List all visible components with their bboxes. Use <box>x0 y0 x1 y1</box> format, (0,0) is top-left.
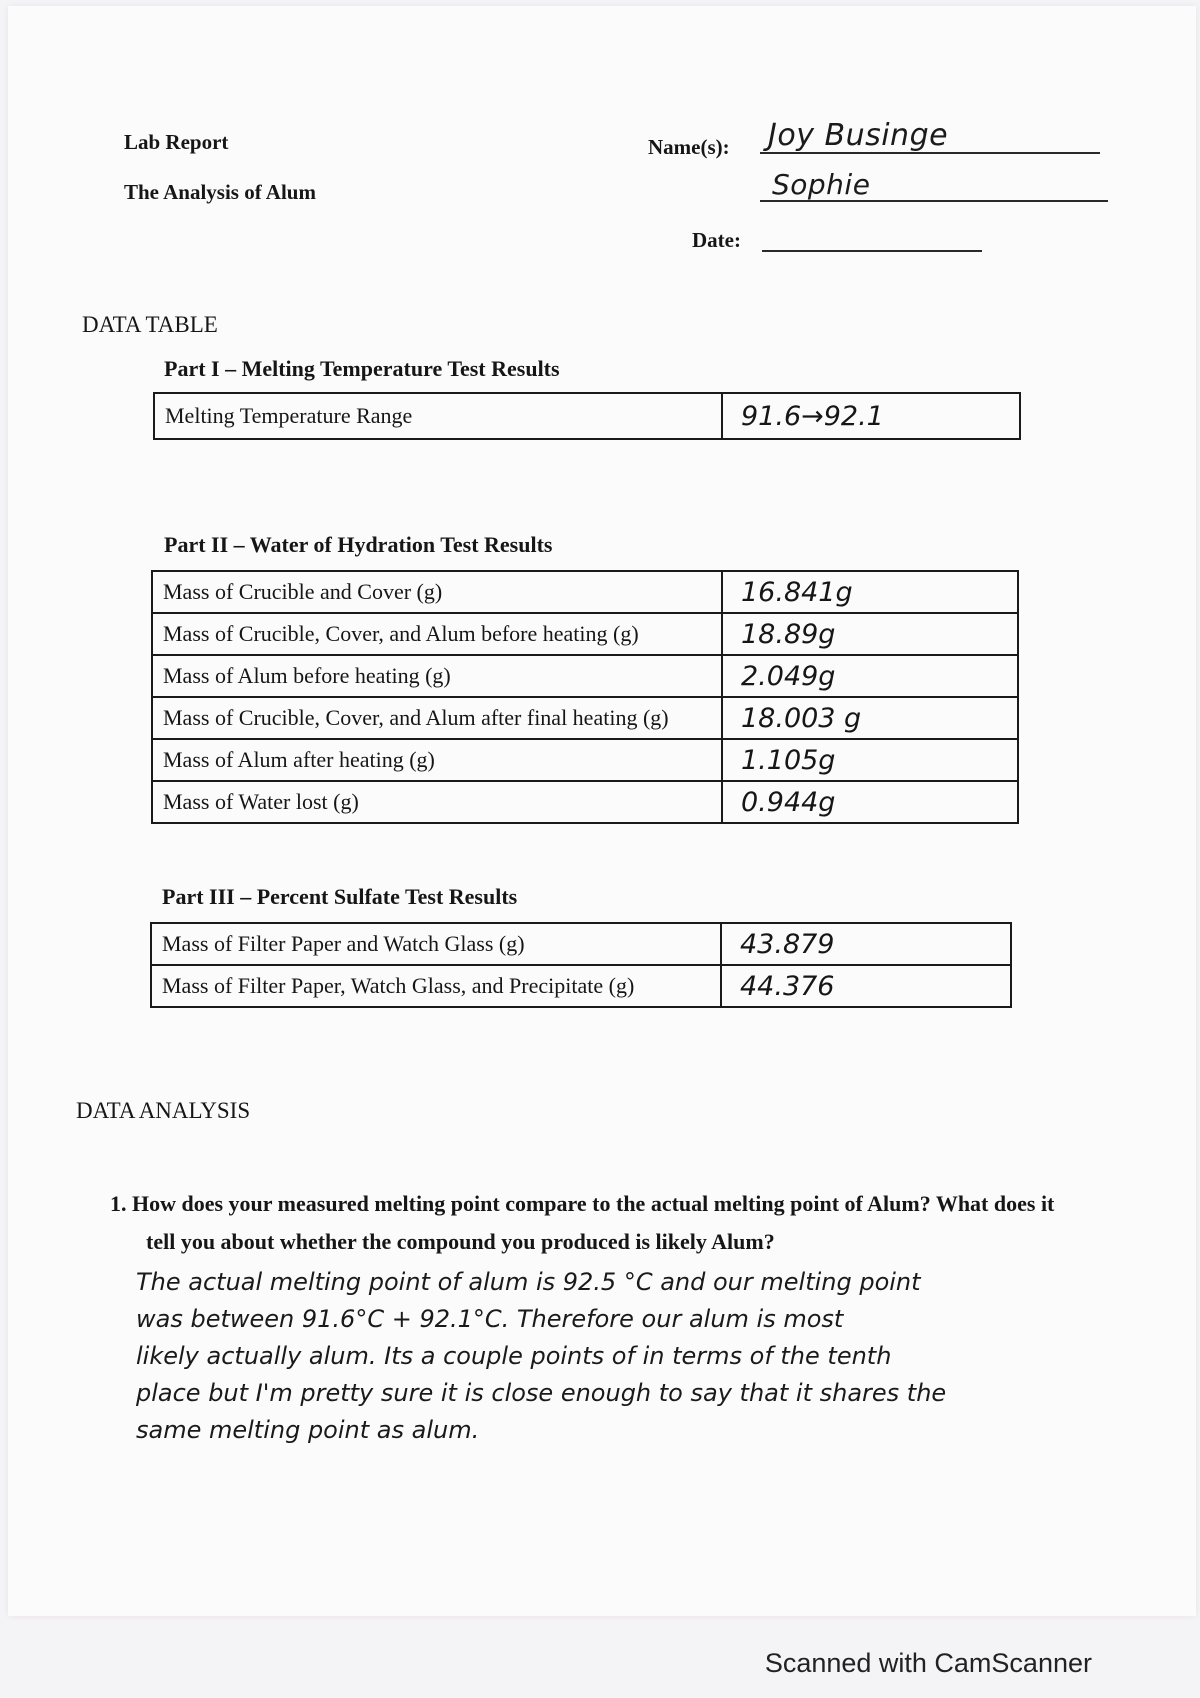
table-row <box>152 739 1018 781</box>
mass-crucible-cover-value: 16.841g <box>722 571 1018 613</box>
name-2-handwritten: Sophie <box>772 168 871 201</box>
part3-title: Part III – Percent Sulfate Test Results <box>162 884 518 909</box>
mass-after-heating-total-label: Mass of Crucible, Cover, and Alum after final heating (g) <box>152 697 722 739</box>
date-line <box>762 250 982 252</box>
mass-before-heating-total-value: 18.89g <box>722 613 1018 655</box>
part2-table <box>151 570 1019 824</box>
mass-filter-glass-precipitate-value: 44.376 <box>721 965 1011 1007</box>
data-analysis-heading: DATA ANALYSIS <box>76 1098 251 1123</box>
answer-line: same melting point as alum. <box>136 1416 480 1444</box>
table-row <box>152 613 1018 655</box>
mass-after-heating-total-value: 18.003 g <box>722 697 1018 739</box>
part1-title: Part I – Melting Temperature Test Results <box>164 356 560 381</box>
mass-water-lost-label: Mass of Water lost (g) <box>152 781 722 823</box>
camscanner-watermark: Scanned with CamScanner <box>764 1648 1092 1678</box>
report-title: Lab Report <box>124 130 229 154</box>
mass-crucible-cover-label: Mass of Crucible and Cover (g) <box>152 571 722 613</box>
table-row <box>152 781 1018 823</box>
table-row <box>151 923 1011 965</box>
name-1-line <box>760 152 1100 154</box>
mass-alum-after-value: 1.105g <box>722 739 1018 781</box>
name-1-handwritten: Joy Businge <box>768 118 949 153</box>
mass-alum-before-label: Mass of Alum before heating (g) <box>152 655 722 697</box>
mass-filter-glass-label: Mass of Filter Paper and Watch Glass (g) <box>151 923 721 965</box>
answer-line: likely actually alum. Its a couple points of in terms of the tenth <box>136 1342 892 1370</box>
question-1-line-1: 1. How does your measured melting point compare to the actual melting point of Alum? What does it <box>110 1191 1055 1216</box>
melting-range-value: 91.6→92.1 <box>722 393 1020 439</box>
part3-table <box>150 922 1012 1008</box>
answer-line: place but I'm pretty sure it is close enough to say that it shares the <box>136 1379 947 1407</box>
report-subtitle: The Analysis of Alum <box>124 180 316 204</box>
mass-filter-glass-value: 43.879 <box>721 923 1011 965</box>
answer-line: The actual melting point of alum is 92.5 °C and our melting point <box>136 1268 921 1296</box>
question-1-line-2: tell you about whether the compound you produced is likely Alum? <box>146 1229 775 1254</box>
mass-before-heating-total-label: Mass of Crucible, Cover, and Alum before heating (g) <box>152 613 722 655</box>
table-row <box>151 965 1011 1007</box>
part1-table <box>153 392 1021 440</box>
answer-line: was between 91.6°C + 92.1°C. Therefore our alum is most <box>136 1305 844 1333</box>
melting-range-label: Melting Temperature Range <box>154 393 722 439</box>
names-label: Name(s): <box>648 135 730 159</box>
mass-water-lost-value: 0.944g <box>722 781 1018 823</box>
table-row <box>152 655 1018 697</box>
mass-filter-glass-precipitate-label: Mass of Filter Paper, Watch Glass, and Precipitate (g) <box>151 965 721 1007</box>
table-row <box>152 571 1018 613</box>
part2-title: Part II – Water of Hydration Test Results <box>164 532 553 557</box>
data-table-heading: DATA TABLE <box>82 312 218 337</box>
table-row <box>152 697 1018 739</box>
answer-1-handwritten <box>136 1264 1176 1449</box>
name-2-line <box>760 200 1108 202</box>
mass-alum-before-value: 2.049g <box>722 655 1018 697</box>
table-row <box>154 393 1020 439</box>
date-label: Date: <box>692 228 741 252</box>
mass-alum-after-label: Mass of Alum after heating (g) <box>152 739 722 781</box>
